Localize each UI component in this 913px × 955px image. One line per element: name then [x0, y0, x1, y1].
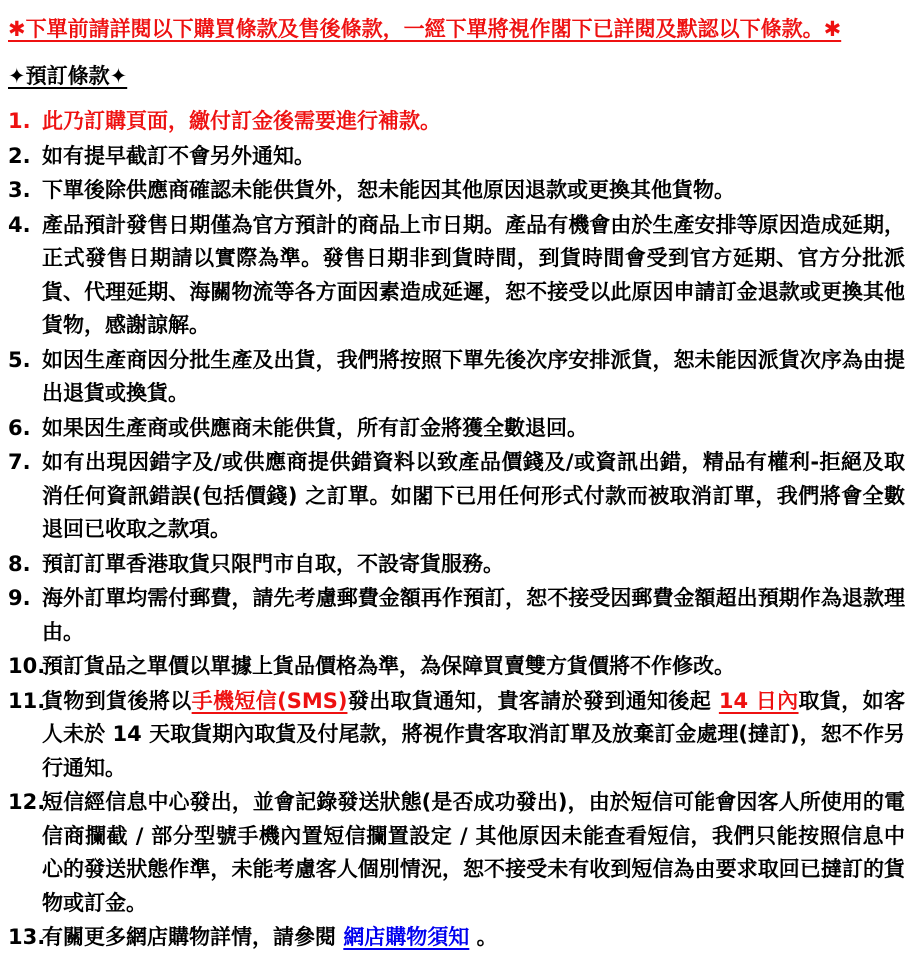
term-item-11 — [8, 685, 905, 786]
term-text: 預訂貨品之單價以單據上貨品價格為準，為保障買賣雙方貨價將不作修改。 — [42, 654, 735, 678]
term-item-number: 13. — [8, 925, 46, 949]
term-item-1 — [8, 105, 905, 139]
term-item-6 — [8, 412, 905, 446]
term-item-number: 1. — [8, 109, 31, 133]
section-heading-preorder-terms: ✦預訂條款✦ — [8, 64, 128, 88]
highlighted-text: 14 日內 — [718, 688, 799, 713]
term-item-8 — [8, 548, 905, 582]
term-text: 海外訂單均需付郵費，請先考慮郵費金額再作預訂，恕不接受因郵費金額超出預期作為退款理由。 — [42, 586, 905, 644]
term-text: 如有出現因錯字及/或供應商提供錯資料以致產品價錢及/或資訊出錯，精品有權利-拒絕及取消任何資訊錯誤(包括價錢) 之訂單。如閣下已用任何形式付款而被取消訂單，我們將會全數退回已收取之款項。 — [42, 450, 905, 541]
term-item-number: 8. — [8, 551, 31, 576]
term-text: 產品預計發售日期僅為官方預計的商品上市日期。產品有機會由於生產安排等原因造成延期，正式發售日期請以實際為準。發售日期非到貨時間，到貨時間會受到官方延期、官方分批派貨、代理延期、海關物流等各方面因素造成延遲，恕不接受以此原因申請訂金退款或更換其他貨物，感謝諒解。 — [42, 212, 905, 337]
term-item-number: 4. — [8, 212, 31, 237]
term-item-number: 7. — [8, 450, 31, 474]
term-text: 此乃訂購頁面，繳付訂金後需要進行補款。 — [42, 109, 441, 133]
term-item-12 — [8, 786, 905, 920]
term-item-number: 6. — [8, 415, 31, 440]
term-item-4 — [8, 209, 905, 343]
term-item-13 — [8, 921, 905, 955]
term-text: 短信經信息中心發出，並會記錄發送狀態(是否成功發出)，由於短信可能會因客人所使用的電信商攔截 / 部分型號手機內置短信攔置設定 / 其他原因未能查看短信，我們只能按照信息中心的發送狀態作準，未能考慮客人個別情況，恕不接受未有收到短信為由要求取回已撻訂的貨物或訂金。 — [42, 790, 905, 915]
term-item-number: 12. — [8, 790, 46, 814]
term-item-5 — [8, 344, 905, 411]
term-text: 。 — [469, 925, 498, 949]
term-item-number: 5. — [8, 347, 31, 372]
term-item-3 — [8, 174, 905, 208]
term-text: 預訂訂單香港取貨只限門市自取，不設寄貨服務。 — [42, 551, 504, 576]
shop-guide-link[interactable]: 網店購物須知 — [343, 925, 470, 949]
term-item-number: 3. — [8, 178, 31, 202]
term-text: 有關更多網店購物詳情，請參閱 — [42, 925, 344, 949]
preorder-terms-document — [8, 14, 905, 955]
term-text: 如有提早截訂不會另外通知。 — [42, 143, 315, 168]
term-item-7 — [8, 446, 905, 547]
purchase-notice-title: ✱下單前請詳閱以下購買條款及售後條款，一經下單將視作閣下已詳閱及默認以下條款。✱ — [8, 17, 842, 41]
term-item-2 — [8, 140, 905, 174]
highlighted-text: 手機短信(SMS) — [191, 688, 348, 713]
term-text: 下單後除供應商確認未能供貨外，恕未能因其他原因退款或更換其他貨物。 — [42, 178, 735, 202]
term-text: 如果因生產商或供應商未能供貨，所有訂金將獲全數退回。 — [42, 415, 588, 440]
term-item-number: 9. — [8, 586, 31, 610]
terms-list — [8, 105, 905, 955]
term-item-number: 11. — [8, 688, 46, 713]
term-text: 貨物到貨後將以 — [42, 688, 192, 713]
term-text: 發出取貨通知，貴客請於發到通知後起 — [347, 688, 719, 713]
term-item-number: 2. — [8, 143, 31, 168]
term-item-number: 10. — [8, 654, 46, 678]
term-item-9 — [8, 582, 905, 649]
term-item-10 — [8, 650, 905, 684]
term-text: 取貨，如客人未於 14 天取貨期內取貨及付尾款，將視作貴客取消訂單及放棄訂金處理(撻訂)，恕不作另行通知。 — [42, 688, 906, 780]
term-text: 如因生產商因分批生產及出貨，我們將按照下單先後次序安排派貨，恕未能因派貨次序為由提出退貨或換貨。 — [42, 347, 905, 405]
